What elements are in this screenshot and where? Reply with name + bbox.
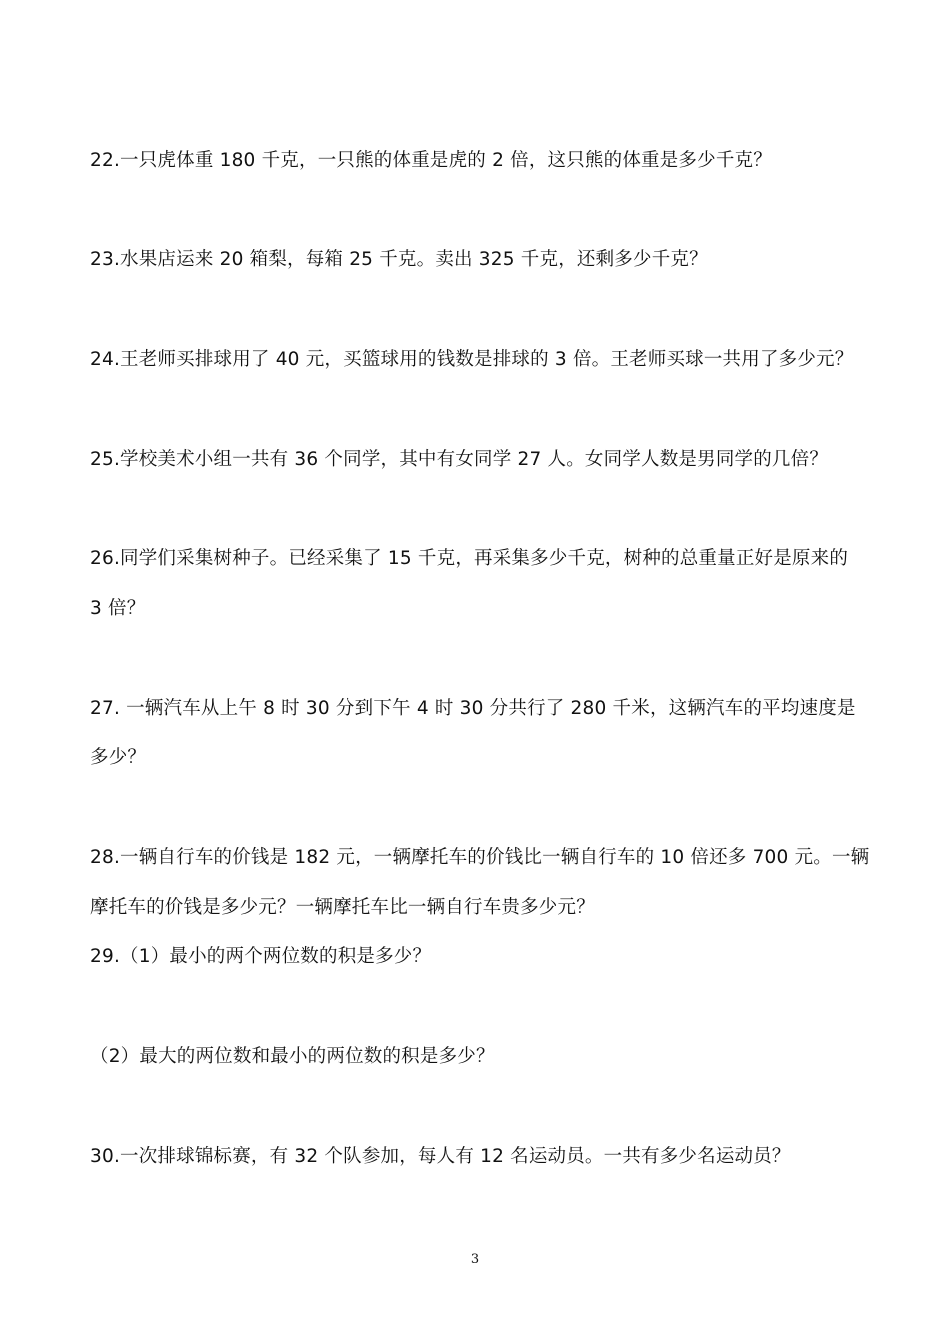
question-26-line-2: 3 倍？ [90, 598, 146, 619]
question-29-part-1: 29.（1）最小的两个两位数的积是多少？ [90, 946, 432, 967]
question-29-part-2: （2）最大的两位数和最小的两位数的积是多少？ [90, 1046, 495, 1067]
question-28-line-2: 摩托车的价钱是多少元？一辆摩托车比一辆自行车贵多少元？ [90, 897, 595, 918]
question-23: 23.水果店运来 20 箱梨，每箱 25 千克。卖出 325 千克，还剩多少千克？ [90, 249, 708, 270]
page-number: 3 [470, 1252, 480, 1267]
question-28-line-1: 28.一辆自行车的价钱是 182 元，一辆摩托车的价钱比一辆自行车的 10 倍还多 700 元。一辆 [90, 847, 870, 868]
question-22: 22.一只虎体重 180 千克，一只熊的体重是虎的 2 倍，这只熊的体重是多少千克？ [90, 150, 772, 171]
question-25: 25.学校美术小组一共有 36 个同学，其中有女同学 27 人。女同学人数是男同学的几倍？ [90, 449, 829, 470]
question-27-line-1: 27. 一辆汽车从上午 8 时 30 分到下午 4 时 30 分共行了 280 千米，这辆汽车的平均速度是 [90, 698, 856, 719]
question-26-line-1: 26.同学们采集树种子。已经采集了 15 千克，再采集多少千克，树种的总重量正好是原来的 [90, 548, 849, 569]
question-30: 30.一次排球锦标赛，有 32 个队参加，每人有 12 名运动员。一共有多少名运动员？ [90, 1146, 791, 1167]
question-27-line-2: 多少？ [90, 747, 147, 768]
question-24: 24.王老师买排球用了 40 元，买篮球用的钱数是排球的 3 倍。王老师买球一共用了多少元？ [90, 349, 854, 370]
